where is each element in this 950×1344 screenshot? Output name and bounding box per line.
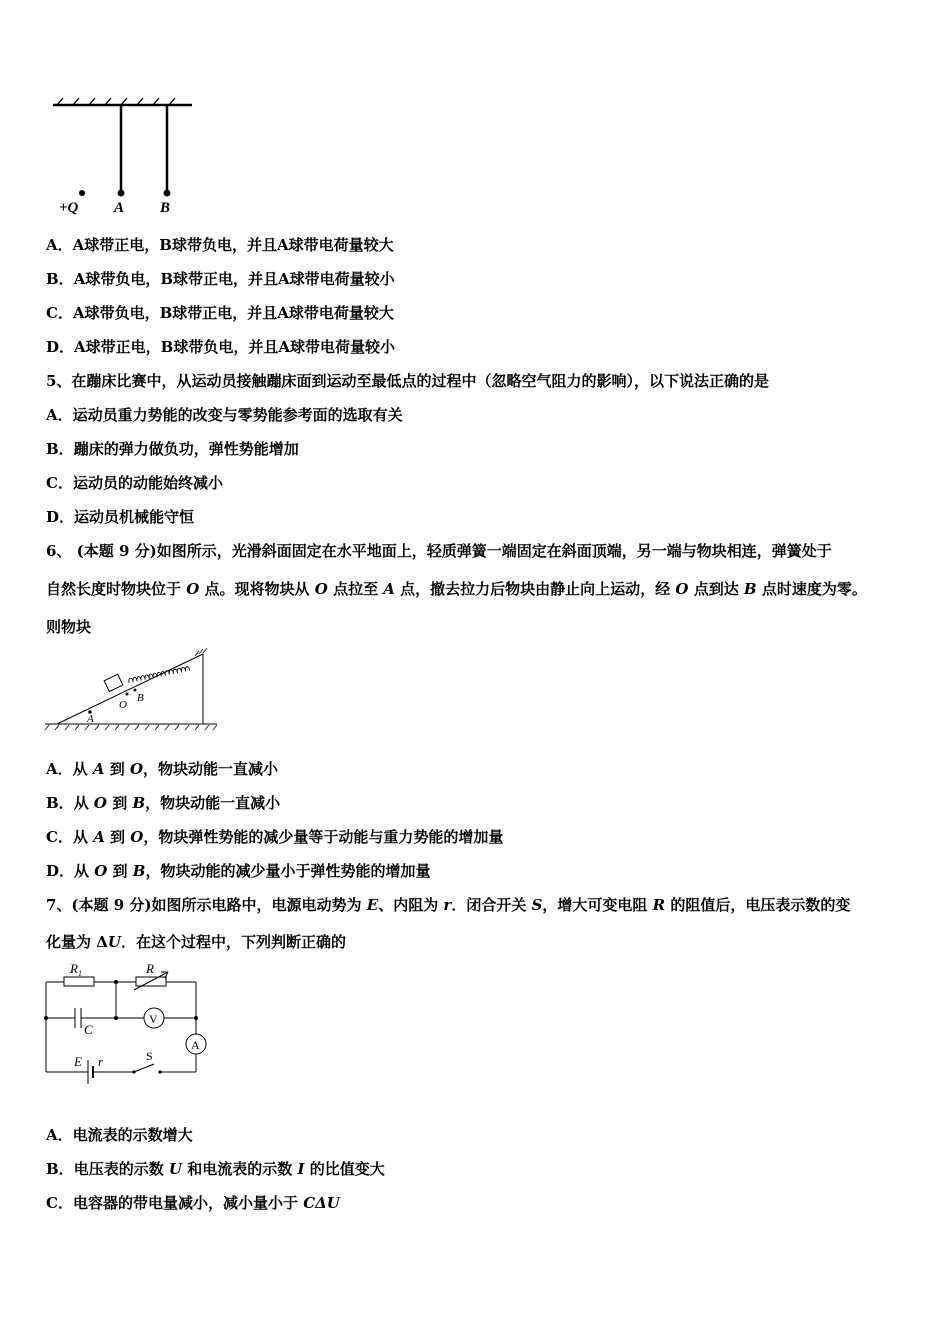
label-c: C [84, 1022, 93, 1037]
q7-option-a: A．电流表的示数增大 [46, 1126, 193, 1144]
label-s: S [146, 1049, 153, 1063]
q6-option-a: A．从 A 到 O，物块动能一直减小 [46, 760, 279, 778]
q6-option-c: C．从 A 到 O，物块弹性势能的减少量等于动能与重力势能的增加量 [46, 828, 504, 846]
label-q: +Q [59, 200, 79, 216]
circuit-figure [44, 960, 214, 1090]
label-r: R [146, 961, 154, 976]
switch-blade [134, 1064, 154, 1072]
q4-option-c: C．A球带负电，B球带正电，并且A球带电荷量较大 [46, 304, 394, 322]
q4-option-b: B．A球带负电，B球带正电，并且A球带电荷量较小 [46, 270, 395, 288]
ball-a [118, 190, 125, 197]
q7-stem-line1: 7、(本题 9 分)如图所示电路中，电源电动势为 E、内阻为 r．闭合开关 S，增大可变电阻 R 的阻值后，电压表示数的变 [46, 896, 851, 914]
resistor-r1 [64, 977, 94, 986]
label-a: A [114, 200, 125, 216]
label-b: B [160, 200, 171, 216]
block [104, 674, 123, 691]
incline-figure [45, 645, 225, 735]
pendulum-figure [45, 95, 195, 215]
svg-text:R1 [69, 961, 82, 978]
label-a: A [87, 713, 94, 725]
label-ri: r [98, 1054, 104, 1069]
q5-option-a: A．运动员重力势能的改变与零势能参考面的选取有关 [46, 406, 403, 424]
q5-stem: 5、在蹦床比赛中，从运动员接触蹦床面到运动至最低点的过程中（忽略空气阻力的影响），以下说法正确的是 [46, 372, 769, 390]
q6-option-b: B．从 O 到 B，物块动能一直减小 [46, 794, 281, 812]
q7-option-b: B．电压表的示数 U 和电流表的示数 I 的比值变大 [46, 1160, 385, 1178]
q5-option-c: C．运动员的动能始终减小 [46, 474, 223, 492]
q6-stem-line2: 自然长度时物块位于 O 点。现将物块从 O 点拉至 A 点，撤去拉力后物块由静止向上运动，经 O 点到达 B 点时速度为零。 [46, 580, 867, 598]
q4-option-d: D．A球带正电，B球带负电，并且A球带电荷量较小 [46, 338, 395, 356]
q6-stem-line1: 6、 (本题 9 分)如图所示，光滑斜面固定在水平地面上，轻质弹簧一端固定在斜面顶端，另一端与物块相连，弹簧处于 [46, 542, 832, 560]
ball-b [164, 190, 171, 197]
q7-stem-line2: 化量为 ΔU．在这个过程中，下列判断正确的 [46, 933, 346, 951]
q6-option-d: D．从 O 到 B，物块动能的减少量小于弹性势能的增加量 [46, 862, 431, 880]
label-r1-sub: 1 [77, 969, 82, 978]
label-r1: R [70, 961, 78, 976]
q5-option-d: D．运动员机械能守恒 [46, 508, 195, 526]
q4-option-a: A．A球带正电，B球带负电，并且A球带电荷量较大 [46, 236, 394, 254]
label-b: B [137, 692, 144, 704]
q6-stem-line3: 则物块 [46, 618, 92, 636]
q5-option-b: B．蹦床的弹力做负功，弹性势能增加 [46, 440, 299, 458]
incline-slope [57, 654, 203, 724]
q7-option-c: C．电容器的带电量减小，减小量小于 CΔU [46, 1194, 340, 1212]
label-a: A [191, 1038, 200, 1052]
label-e: E [74, 1054, 82, 1069]
label-o: O [119, 699, 127, 711]
label-v: V [149, 1012, 158, 1026]
charge-q [79, 190, 85, 196]
